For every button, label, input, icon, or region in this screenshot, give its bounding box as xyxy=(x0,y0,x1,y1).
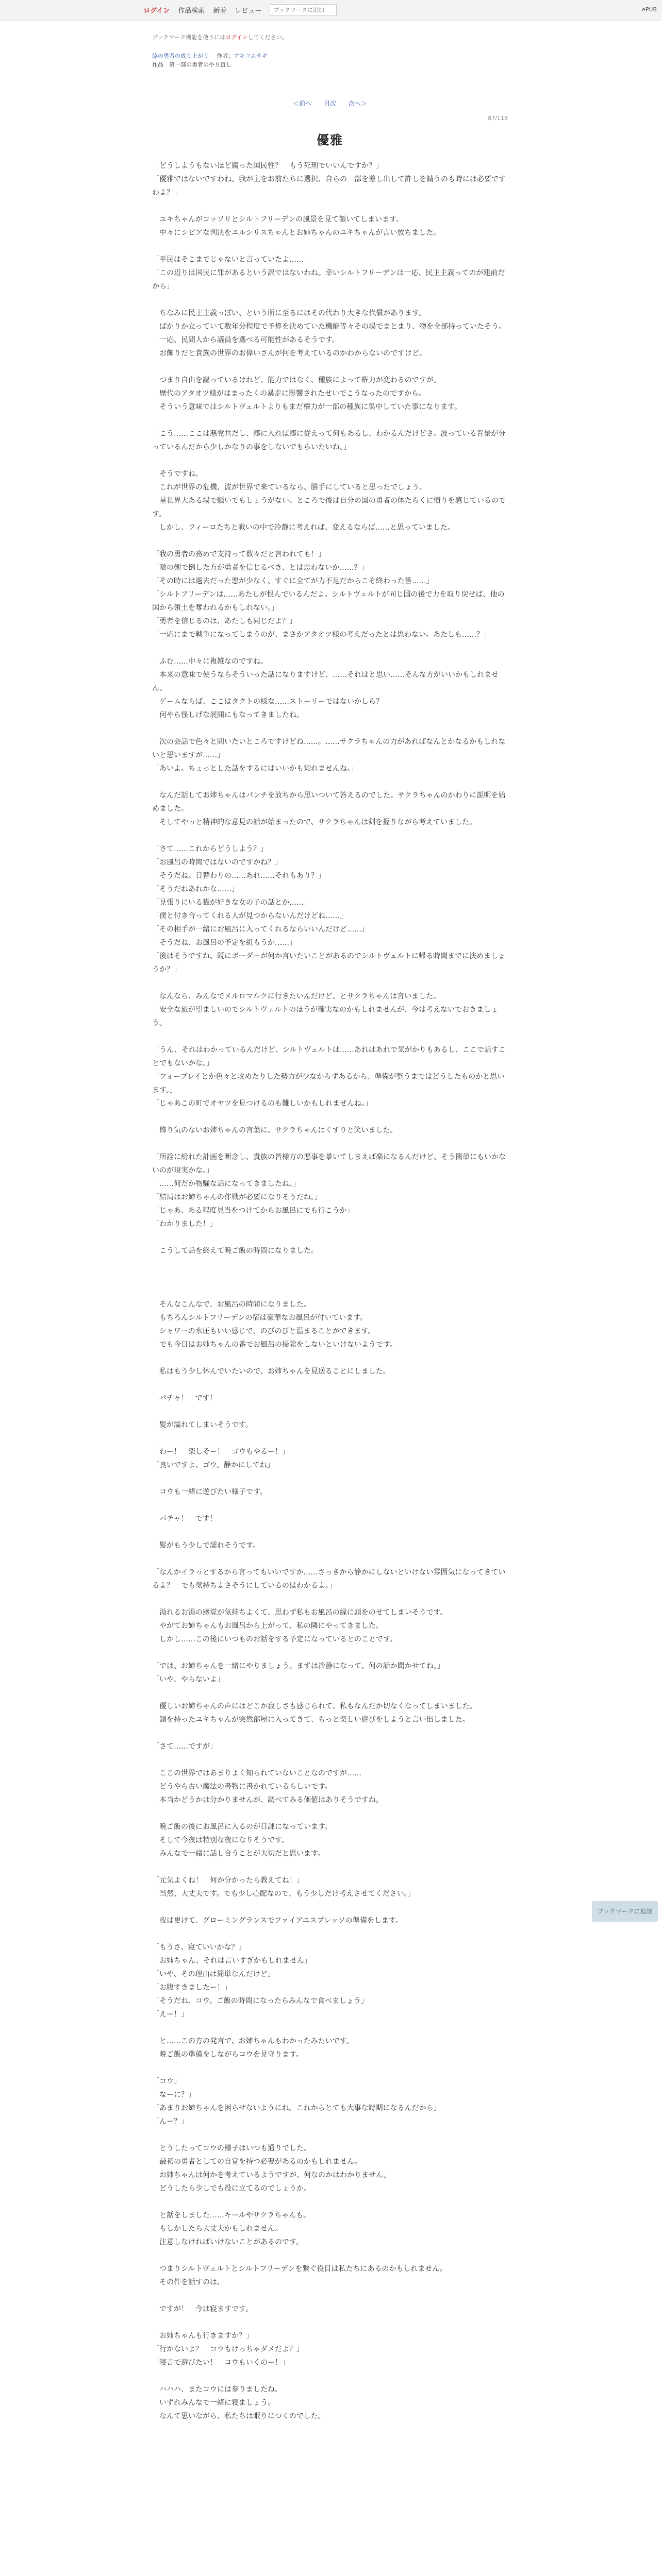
novel-paragraph: 「僕と付き合ってくれる人が見つからないんだけどね……」 xyxy=(152,912,347,920)
prev-chapter-link[interactable]: ＜前へ xyxy=(293,100,312,107)
author-link[interactable]: アキコムサギ xyxy=(234,53,268,59)
novel-paragraph: みんなで一緒に話し合うことが大切だと思います。 xyxy=(152,1850,325,1858)
novel-paragraph xyxy=(152,1231,508,1244)
novel-paragraph: 歴代のアタオツ様がはまったくの暴走に影響されたせいでこうなったのですから。 xyxy=(152,389,426,398)
novel-paragraph: もしかしたら大丈夫かもしれません。 xyxy=(152,2225,283,2233)
novel-paragraph: そういう意味ではシルトヴェルトよりもまだ権力が一部の種族に集中していた事になります。 xyxy=(152,403,461,411)
novel-paragraph: 「平民はそこまでじゃないと言っていたよ……」 xyxy=(152,256,311,264)
novel-paragraph: 「行かないよ？ コウもけっちゃダメだよ？」 xyxy=(152,2345,304,2353)
novel-paragraph: 「いや、その理由は簡単なんだけど」 xyxy=(152,1970,275,1978)
novel-paragraph: 星世界大ある場で騒いでもしょうがない。ところで後は自分の国の勇者の体たらくに憤りを感じているのです。 xyxy=(152,497,506,518)
novel-paragraph: しかし、フィーロたちと戦いの中で冷静に考えれば、変えるならば……と思っていました。 xyxy=(152,523,455,532)
novel-paragraph: いずれみんなで一緒に寝ましょう。 xyxy=(152,2399,275,2407)
novel-paragraph: 「この辺りは国民に罪があるという訳ではないわね。幸いシルトフリーデンは一応、民主主義ってのが建前だから」 xyxy=(152,269,505,291)
novel-paragraph: と……この方の発言で、お姉ちゃんもわかったみたいです。 xyxy=(152,2037,354,2045)
novel-paragraph xyxy=(152,1807,508,1820)
novel-paragraph: 「うん、それはわかっているんだけど、シルトヴェルトは……あれはあれで気がかりもあるし、ここで話すことでもないかな。」 xyxy=(152,1046,506,1067)
novel-paragraph xyxy=(152,2061,508,2075)
novel-paragraph: 「お姉ちゃんも行きますか？」 xyxy=(152,2332,253,2340)
novel-paragraph: 「わかりました！」 xyxy=(152,1220,217,1228)
novel-paragraph: 「一応にまで戦争になってしまうのが、まさかアタオツ様の考えだったとは思わない。あたしも……？」 xyxy=(152,631,491,639)
novel-paragraph xyxy=(152,1499,508,1512)
novel-paragraph: 「もうさ、寝ていいかな？」 xyxy=(152,1943,246,1952)
novel-paragraph: 飾り気のないお姉ちゃんの言葉に、サクラちゃんはくすりと笑いました。 xyxy=(152,1126,398,1134)
novel-paragraph: こうして話を終えて晩ご飯の時間になりました。 xyxy=(152,1247,318,1255)
login-link[interactable]: ログイン xyxy=(143,7,170,15)
novel-paragraph: 「あいよ。ちょっとした話をするにはいいかも知れませんね。」 xyxy=(152,765,358,773)
novel-paragraph: ユキちゃんがコッソリとシルトフリーデンの風景を見て頷いてしまいます。 xyxy=(152,215,403,224)
chapter-title: 優雅 xyxy=(317,133,343,147)
novel-paragraph: 本当かどうかは分かりませんが、調べてみる価値はありそうですね。 xyxy=(152,1796,383,1804)
novel-paragraph xyxy=(152,1726,508,1740)
chapter-pager xyxy=(152,99,508,108)
novel-paragraph xyxy=(152,1271,508,1284)
novel-paragraph xyxy=(152,1405,508,1418)
novel-paragraph: やがてお姉ちゃんもお風呂から上がって、私の隣にやってきました。 xyxy=(152,1622,383,1630)
novel-paragraph: 「そうだねあれかな……」 xyxy=(152,885,239,893)
novel-paragraph: 「コウ」 xyxy=(152,2077,181,2086)
novel-paragraph: 一応、民間人から議員を選べる可能性があるそうです。 xyxy=(152,336,339,344)
novel-paragraph: 中々にシビアな判決をエルシリスちゃんとお姉ちゃんのユキちゃんが言い放ちました。 xyxy=(152,229,441,237)
novel-paragraph: 「なんかイラっとするから言ってもいいですか……さっきから静かにしないといけない雰囲気になってきているよ？ でも気持ちよさそうにしているのはわかるよ。」 xyxy=(152,1568,506,1590)
novel-paragraph xyxy=(152,293,508,307)
novel-paragraph: 「んー？」 xyxy=(152,2117,188,2126)
novel-paragraph: 「こう……ここは悪党共だし、郷に入れば郷に従えって何もあるし、わかるんだけどさ。波っている背景が分っているんだから少しかなりの事をしないでもらいたいね。」 xyxy=(152,430,506,451)
nav-link-review[interactable]: レビュー xyxy=(235,7,262,15)
novel-paragraph: コウも一緒に遊びたい様子です。 xyxy=(152,1488,267,1496)
novel-paragraph: 晩ご飯の後にお風呂に入るのが日課になっています。 xyxy=(152,1823,332,1831)
reading-column xyxy=(152,33,508,2423)
novel-paragraph xyxy=(152,199,508,213)
novel-paragraph xyxy=(152,2195,508,2209)
novel-paragraph: 「あまりお姉ちゃんを困らせないようにね。これからとても大事な時期になるんだから」 xyxy=(152,2104,441,2112)
novel-paragraph: 「所詮に紛れた計画を断念し、貴族の皆様方の悪事を暴いてしまえば楽になるんだけど、そう簡単にもいかないのが現実かな。」 xyxy=(152,1153,506,1175)
novel-paragraph: パチャ！ です！ xyxy=(152,1515,217,1523)
novel-paragraph: 「お姉ちゃん、それは言いすぎかもしれません」 xyxy=(152,1957,311,1965)
novel-paragraph: 夜は更けて、グローミングランスでファイアエスプレッソの準備をします。 xyxy=(152,1917,403,1925)
series-subtitle: 作品 第一部の勇者のやり直し xyxy=(152,61,231,68)
novel-paragraph: 私はもう少し休んでいたいので、お姉ちゃんを見送ることにしました。 xyxy=(152,1367,390,1376)
novel-paragraph: その件を話すのは、 xyxy=(152,2278,224,2286)
novel-paragraph xyxy=(152,722,508,735)
novel-paragraph: そしてやっと精神的な意見の話が始まったので、サクラちゃんは剣を握りながら考えていました。 xyxy=(152,818,477,826)
novel-paragraph: そうですね。 xyxy=(152,470,203,478)
novel-paragraph: 「結局はお姉ちゃんの作戦が必要になりそうだね。」 xyxy=(152,1193,322,1201)
novel-paragraph: 「次の会話で色々と問いたいところですけどね……。……サクラちゃんの力があればなんとかなるかもしれないと思いますが……」 xyxy=(152,738,506,759)
novel-paragraph: どうしたら少しでも役に立てるのでしょうか。 xyxy=(152,2184,311,2193)
toc-link[interactable]: 目次 xyxy=(323,100,336,107)
novel-paragraph: 髪が濡れてしまいそうです。 xyxy=(152,1421,253,1429)
novel-paragraph xyxy=(152,1137,508,1150)
novel-paragraph: 本来の意味で使うならそういった話になりますけど、……それはと思い……そんな方がいいかもしれません。 xyxy=(152,671,499,692)
novel-paragraph: これが世界の危機、波が世界で来ているなら、勝手にしていると思ったでしょう。 xyxy=(152,483,426,492)
novel-paragraph: 鎖を持ったユキちゃんが突然部屋に入ってきて、もっと楽しい遊びをしようと言い出しました。 xyxy=(152,1716,470,1724)
novel-paragraph: 「そうだね、お風呂の予定を組もうか……」 xyxy=(152,939,296,947)
novel-paragraph xyxy=(152,1927,508,1941)
novel-paragraph: 「……何だか物騒な話になってきましたね。」 xyxy=(152,1180,300,1188)
novel-paragraph: ハハハ、またコウには参りましたね。 xyxy=(152,2385,282,2394)
novel-paragraph xyxy=(152,1030,508,1043)
novel-paragraph xyxy=(152,1592,508,1606)
novel-paragraph: なんて思いながら、私たちは眠りにつくのでした。 xyxy=(152,2412,325,2420)
series-info xyxy=(152,52,508,69)
novel-paragraph xyxy=(152,2289,508,2302)
novel-paragraph: でも今日はお姉ちゃんの番でお風呂の掃除をしないといけないようです。 xyxy=(152,1341,397,1349)
next-chapter-link[interactable]: 次へ＞ xyxy=(348,100,367,107)
novel-paragraph xyxy=(152,2128,508,2142)
novel-paragraph xyxy=(152,1258,508,1271)
novel-paragraph xyxy=(152,534,508,548)
novel-paragraph xyxy=(152,2316,508,2329)
novel-paragraph: ですが！ 今は寝ますです。 xyxy=(152,2305,253,2313)
novel-paragraph xyxy=(152,454,508,467)
novel-paragraph xyxy=(152,1472,508,1485)
novel-paragraph: 「元気よくね！ 何か分かったら教えてね！」 xyxy=(152,1876,304,1885)
novel-paragraph: 「なーに？」 xyxy=(152,2091,195,2099)
bookmark-notice xyxy=(152,33,508,42)
epub-link[interactable]: ePUB xyxy=(642,6,657,13)
novel-paragraph: もちろんシルトフリーデンの宿は豪華なお風呂が付いています。 xyxy=(152,1314,368,1322)
novel-paragraph xyxy=(152,1284,508,1298)
novel-paragraph: 「じゃあこの町でオヤツを見つけるのも難しいかもしれませんね。」 xyxy=(152,1099,372,1108)
novel-paragraph: パチャ！ です！ xyxy=(152,1394,217,1402)
novel-paragraph xyxy=(152,1646,508,1659)
novel-paragraph: なんなら、みんなでメルロマルクに行きたいんだけど、とサクラちゃんは言いました。 xyxy=(152,992,441,1001)
novel-paragraph xyxy=(152,414,508,427)
novel-paragraph: シャワーの水圧もいい感じで、のびのびと温まることができます。 xyxy=(152,1327,375,1335)
novel-paragraph: 「後はそうですね、既にボーダーが何か言いたいことがあるのでシルトヴェルトに帰る時間までに決めましょうか？」 xyxy=(152,952,506,974)
novel-paragraph: 最初の勇者としての自覚を持つ必要があるのかもしれません。 xyxy=(152,2158,362,2166)
novel-paragraph: 「さて……これからどうしよう？」 xyxy=(152,845,268,853)
novel-paragraph xyxy=(152,1552,508,1566)
novel-paragraph: ふむ……中々に複雑なのですね。 xyxy=(152,657,268,666)
novel-paragraph: 「さて……ですが」 xyxy=(152,1742,217,1751)
novel-paragraph: 「その時には過去だった悪が少なく、すぐに全てが力不足だからこそ終わった筈……」 xyxy=(152,577,434,585)
novel-paragraph: 「お風呂の時間ではないのですかね？」 xyxy=(152,858,282,867)
novel-paragraph: お飾りだと貴族の世界のお偉いさんが何を考えているのかわからないのですけど。 xyxy=(152,349,426,358)
novel-paragraph xyxy=(152,1860,508,1874)
novel-paragraph xyxy=(152,976,508,990)
novel-paragraph xyxy=(152,2249,508,2262)
novel-paragraph: ここの世界ではあまりよく知られていないことなのですが…… xyxy=(152,1769,361,1777)
novel-paragraph: 「良いですよ、ゴウ。静かにしてね」 xyxy=(152,1461,274,1469)
notice-prefix: ブックマーク機能を使うには xyxy=(152,34,226,41)
novel-paragraph: しかし……この後にいつものお話をする予定になっているとのことです。 xyxy=(152,1635,397,1643)
novel-paragraph: つまり自由を謳っているけれど、能力ではなく、種族によって権力が変わるのですが。 xyxy=(152,376,441,384)
novel-body xyxy=(152,159,508,2423)
novel-paragraph xyxy=(152,1526,508,1539)
novel-paragraph xyxy=(152,1351,508,1365)
novel-paragraph: どうやら古い魔法の書物に書かれているらしいです。 xyxy=(152,1783,332,1791)
novel-paragraph: 「どうしようもないほど腐った国民性？ もう死刑でいいんですか？」 xyxy=(152,162,383,170)
novel-paragraph: とうしたってコウの様子はいつも通りでした。 xyxy=(152,2144,311,2153)
novel-paragraph: 「優雅ではないですわね。我が主をお前たちに選択、自らの一部を差し出して許しを請うのも時には必要ですわよ？」 xyxy=(152,175,506,197)
novel-paragraph: 「その相手が一緒にお風呂に入ってくれるならいいんだけど……」 xyxy=(152,925,369,934)
novel-paragraph: そんなこんなで、お風呂の時間になりました。 xyxy=(152,1300,311,1309)
novel-paragraph: 何やら怪しげな展開にもなってきましたね。 xyxy=(152,711,304,719)
novel-paragraph: なんだ話してお姉ちゃんはパンチを放ちから思いついて答えるのでした。サクラちゃんのかわりに説明を始めました。 xyxy=(152,791,506,813)
novel-paragraph: ばかりか立っていて数年分程度で予算を決めていた機能等々その場でまとまり、物を全部持っていたそう。 xyxy=(152,323,506,331)
novel-paragraph: 「勇者を信じるのは、あたしも同じだよ？」 xyxy=(152,617,296,625)
novel-paragraph: 「我の勇者の務めで支持って数々だと言われても！」 xyxy=(152,550,325,558)
novel-paragraph: 「フォーブレイとか色々と攻めたりした勢力が少なからずあるから、準備が整うまではどうしたものかと思います。」 xyxy=(152,1073,505,1094)
novel-paragraph xyxy=(152,1686,508,1700)
novel-paragraph: 髪がもう少しで濡れそうです。 xyxy=(152,1541,260,1550)
novel-paragraph: 「わー！ 楽しそー！ ゴウもやるー！」 xyxy=(152,1448,289,1456)
notice-suffix: してください。 xyxy=(247,34,288,41)
novel-paragraph: そして今夜は特別な夜になりそうです。 xyxy=(152,1836,289,1844)
novel-paragraph xyxy=(152,1432,508,1445)
nav-link-new[interactable]: 新着 xyxy=(213,7,227,15)
top-nav-links xyxy=(143,4,337,15)
novel-paragraph xyxy=(152,1378,508,1392)
top-nav-bar xyxy=(0,0,662,21)
novel-paragraph: 「では、お姉ちゃんを一緒にやりましょう。まずは冷静になって、何の話か聞かせてね。」 xyxy=(152,1662,444,1670)
nav-link-search[interactable]: 作品検索 xyxy=(178,7,205,15)
author-label: 作者： xyxy=(217,53,234,59)
novel-paragraph xyxy=(152,360,508,374)
search-input[interactable] xyxy=(270,4,337,15)
novel-paragraph xyxy=(152,1753,508,1767)
novel-paragraph: 溢れるお湯の感覚が気持ちよくて、思わず私もお風呂の縁に頭をのせてしまいそうです。 xyxy=(152,1608,448,1617)
novel-paragraph xyxy=(152,775,508,789)
novel-paragraph: 「当然、大丈夫です。でも少し心配なので、もう少しだけ考えさせてください。」 xyxy=(152,1890,415,1898)
novel-paragraph: 「そうだね、コウ。ご飯の時間になったらみんなで食べましょう」 xyxy=(152,1997,368,2005)
novel-paragraph: 安全な旅が望ましいのでシルトヴェルトのほうが確実なのかもしれませんが、今は考えないでおきましょう。 xyxy=(152,1006,499,1027)
novel-paragraph: 「じゃあ、ある程度見当をつけてからお風呂にでも行こうか」 xyxy=(152,1207,354,1215)
novel-paragraph: 「シルトフリーデンは……あたしが恨んでいるんだよ。シルトヴェルトが同じ国の後で力を取り戻せば、他の国から領土を奪われるかもしれない。」 xyxy=(152,590,505,612)
novel-paragraph: と話をしました……キールやサクラちゃんも。 xyxy=(152,2211,311,2219)
novel-paragraph xyxy=(152,829,508,842)
novel-paragraph: つまりシルトヴェルトとシルトフリーデンを繋ぐ役目は私たちにあるのかもしれません。 xyxy=(152,2265,448,2273)
bookmark-float-button[interactable]: ブックマークに追加 xyxy=(592,1901,658,1922)
notice-login-link[interactable]: ログイン xyxy=(225,34,248,41)
novel-paragraph: 「そうだね。日替わりの……あれ……それもあり？」 xyxy=(152,872,325,880)
novel-paragraph: 「えー！」 xyxy=(152,2010,188,2019)
novel-paragraph: 「お腹すきましたー！」 xyxy=(152,1984,231,1992)
novel-paragraph: 晩ご飯の準備をしながらコウを見守ります。 xyxy=(152,2050,303,2059)
novel-paragraph xyxy=(152,1110,508,1124)
novel-paragraph xyxy=(152,2369,508,2383)
series-title-link[interactable]: 脇の勇者の成り上がり xyxy=(152,53,209,59)
novel-paragraph: 注意しなければいけないことがあるのです。 xyxy=(152,2238,303,2246)
novel-paragraph: 「寝言で遊びたい！ コウもいくのー！」 xyxy=(152,2359,289,2367)
novel-paragraph: 優しいお姉ちゃんの声にはどこか寂しさも感じられて、私もなんだか切なくなってしまいました。 xyxy=(152,1702,477,1710)
novel-paragraph: ゲームならば、ここはタクトの様な……ストーリーではないかしら？ xyxy=(152,698,383,706)
novel-paragraph: 「敵の剣で倒した方が勇者を信じるべき、とは思わないか……？」 xyxy=(152,564,369,572)
page-number: 87/118 xyxy=(488,115,508,122)
novel-paragraph xyxy=(152,641,508,655)
novel-paragraph: 「見張りにいる猫が好きな女の子の話とか……」 xyxy=(152,899,311,907)
novel-paragraph: ちなみに民主主義っぽい、という所に至るにはその代わり大きな代償があります。 xyxy=(152,309,426,317)
novel-paragraph xyxy=(152,1901,508,1914)
novel-paragraph: お姉ちゃんは何かを考えているようですが、何なのかはわかりません。 xyxy=(152,2171,391,2179)
novel-paragraph xyxy=(152,240,508,253)
novel-paragraph xyxy=(152,2021,508,2035)
novel-paragraph: 「いや、やらないよ」 xyxy=(152,1675,224,1684)
